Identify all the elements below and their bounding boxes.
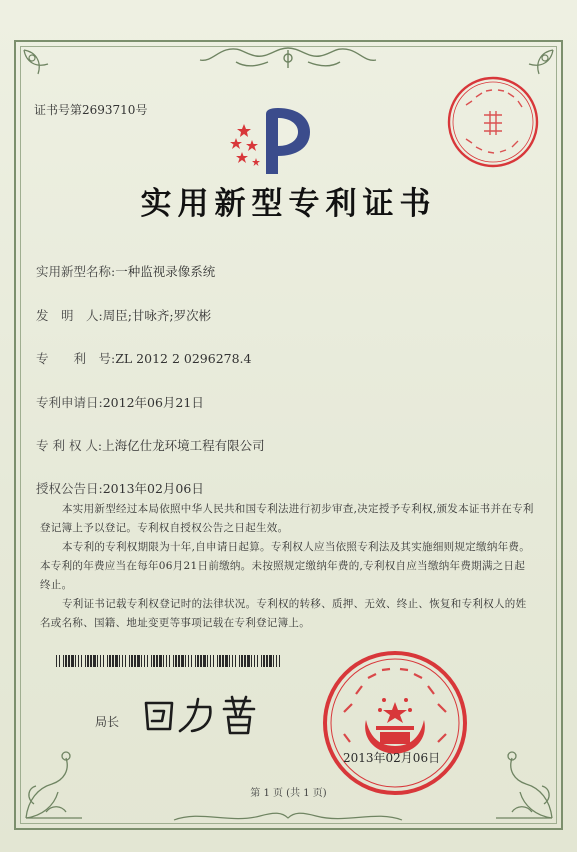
field-application-date: [36, 393, 204, 411]
patent-office-logo: [226, 102, 326, 182]
director-signature: [140, 693, 270, 737]
certificate-body: [40, 500, 534, 633]
field-value: 周臣;甘咏齐;罗次彬: [102, 308, 212, 323]
bottom-right-corner-ornament: [486, 740, 556, 822]
director-label: 局长: [95, 715, 120, 729]
field-value: 2012年06月21日: [102, 395, 204, 410]
body-paragraph: 本专利的专利权期限为十年,自申请日起算。专利权人应当依照专利法及其实施细则规定缴纳年费。本专利的年费应当在每年06月21日前缴纳。未按照规定缴纳年费的,专利权自应当缴纳年费期满之日起终止。: [40, 541, 531, 591]
barcode: [56, 655, 282, 667]
national-ip-office-seal: [322, 650, 468, 796]
top-left-corner-ornament: [22, 48, 62, 88]
field-patent-number: [36, 349, 252, 367]
field-label: 授权公告日:: [36, 481, 103, 496]
field-value: ZL 2012 2 0296278.4: [115, 351, 252, 366]
small-red-seal: [446, 75, 540, 169]
field-value: 上海亿仕龙环境工程有限公司: [102, 438, 265, 453]
field-label: 发 明 人:: [36, 308, 103, 323]
body-paragraph: 专利证书记载专利权登记时的法律状况。专利权的转移、质押、无效、终止、恢复和专利权人的姓名或名称、国籍、地址变更等事项记载在专利登记簿上。: [40, 598, 527, 629]
certificate-number: 证书号第2693710号: [34, 103, 148, 117]
field-label: 专利申请日:: [36, 395, 103, 410]
bottom-left-corner-ornament: [22, 740, 92, 822]
issue-date: 2013年02月06日: [343, 751, 441, 765]
top-ornament: [196, 44, 380, 72]
field-utility-model-name: [36, 262, 215, 280]
field-inventors: [36, 306, 211, 324]
field-patentee: [36, 436, 265, 454]
bottom-ornament: [170, 808, 406, 826]
body-paragraph: 本实用新型经过本局依照中华人民共和国专利法进行初步审查,决定授予专利权,颁发本证书并在专利登记簿上予以登记。专利权自授权公告之日起生效。: [40, 503, 534, 534]
page-footer: 第 1 页 (共 1 页): [250, 788, 327, 799]
field-label: 专 利 号:: [36, 351, 116, 366]
certificate-title: 实用新型专利证书: [140, 186, 437, 222]
field-grant-announcement-date: [36, 479, 204, 497]
field-label: 专 利 权 人:: [36, 438, 103, 453]
field-value: 2013年02月06日: [102, 481, 204, 496]
field-label: 实用新型名称:: [36, 264, 116, 279]
field-value: 一种监视录像系统: [115, 264, 216, 279]
